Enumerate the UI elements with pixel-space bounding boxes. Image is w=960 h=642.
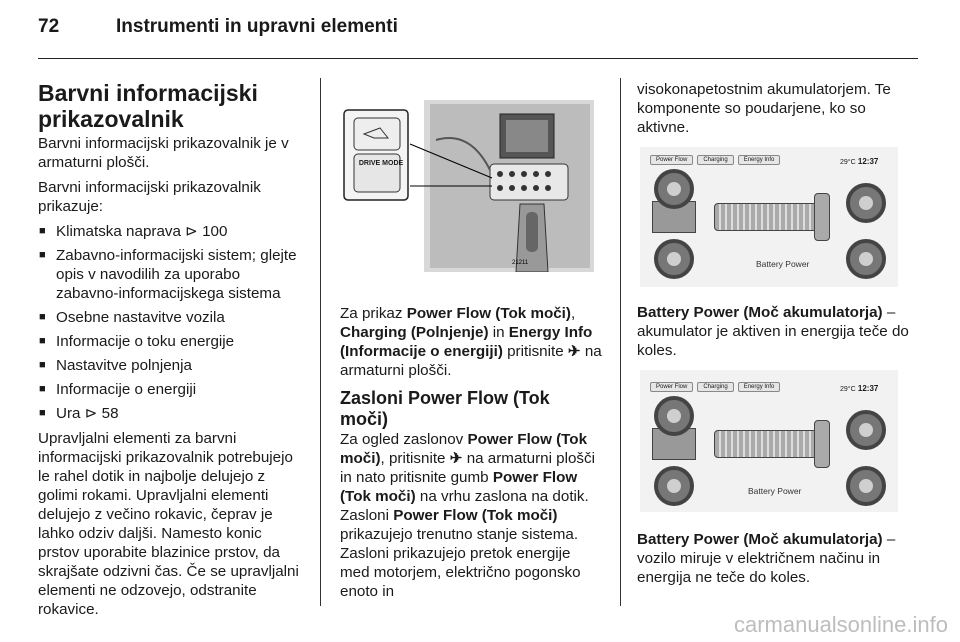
paragraph: Za ogled zaslonov Power Flow (Tok moči), pritisnite ✈ na armaturni plošči in nato pritisnite gumb Power Flow (Tok moči) na vrhu zaslona na dotik. Zasloni Power Flow (Tok moči) prikazujejo trenutno stanje sistema. Zasloni prikazujejo pretok energije med motorjem, električno pogonsko enoto in bbox=[340, 431, 595, 600]
tab-power-flow: Power Flow bbox=[650, 155, 693, 165]
drive-mode-icon: ✈ bbox=[449, 450, 463, 467]
wheel-icon bbox=[654, 239, 694, 279]
list-item: ■ Zabavno-informacijski sistem; glejte opis v navodilih za uporabo zabavno-informacijskega sistema bbox=[38, 246, 300, 303]
middle-column bbox=[340, 304, 602, 607]
wheel-icon bbox=[654, 396, 694, 436]
tab-charging: Charging bbox=[697, 155, 733, 165]
drive-mode-button-label: DRIVE MODE bbox=[358, 160, 404, 167]
list-item: ■ Informacije o energiji bbox=[38, 380, 300, 399]
page-number: 72 bbox=[38, 16, 60, 37]
figure-code: 21211 bbox=[512, 260, 529, 266]
tab-charging: Charging bbox=[697, 382, 733, 392]
paragraph: Upravljalni elementi za barvni informacijski prikazovalnik potrebujejo le rahel dotik in najbolje delujejo z golimi rokami. Upravljalni elementi delujejo z večino rokavic, čeprav je lahko odziv daljši. Namesto konic prstov uporabite blazinice prstov, da skrajšate odzivni čas. Če se upravljalni elementi ne odzovejo, odstranite rokavice. bbox=[38, 430, 299, 618]
screen-status: 29°C 12:37 bbox=[840, 157, 879, 166]
list-item: ■ Osebne nastavitve vozila bbox=[38, 308, 300, 327]
paragraph: Barvni informacijski prikazovalnik prikazuje: bbox=[38, 179, 261, 215]
left-column bbox=[38, 80, 300, 625]
tab-energy-info: Energy Info bbox=[738, 155, 781, 165]
screen-tabs bbox=[650, 382, 780, 392]
paragraph: Barvni informacijski prikazovalnik je v armaturni plošči. bbox=[38, 135, 289, 171]
page-title: Instrumenti in upravni elementi bbox=[116, 16, 398, 37]
feature-list bbox=[38, 222, 300, 423]
column-divider-2 bbox=[620, 78, 621, 606]
paragraph: visokonapetostnim akumulatorjem. Te komponente so poudarjene, ko so aktivne. bbox=[637, 81, 891, 136]
wheel-icon bbox=[654, 466, 694, 506]
list-item: ■ Informacije o toku energije bbox=[38, 332, 300, 351]
wheel-icon bbox=[846, 466, 886, 506]
battery-end bbox=[814, 193, 830, 241]
header-rule bbox=[38, 58, 918, 59]
right-column-top bbox=[637, 80, 909, 143]
battery-graphic bbox=[714, 430, 828, 458]
screen-tabs bbox=[650, 155, 780, 165]
list-item: ■ Klimatska naprava ⊳ 100 bbox=[38, 222, 300, 241]
dashboard-illustration bbox=[340, 100, 594, 272]
battery-power-screen-2 bbox=[640, 370, 898, 512]
list-item: ■ Nastavitve polnjenja bbox=[38, 356, 300, 375]
dashboard-figure bbox=[340, 100, 594, 272]
battery-graphic bbox=[714, 203, 828, 231]
wheel-icon bbox=[846, 410, 886, 450]
wheel-icon bbox=[846, 239, 886, 279]
section-heading: Zasloni Power Flow (Tok moči) bbox=[340, 388, 550, 429]
battery-end bbox=[814, 420, 830, 468]
battery-power-label: Battery Power bbox=[756, 259, 810, 269]
wheel-icon bbox=[846, 183, 886, 223]
section-heading: Barvni informacijski prikazovalnik bbox=[38, 80, 258, 132]
drive-mode-icon: ✈ bbox=[567, 343, 581, 360]
wheel-icon bbox=[654, 169, 694, 209]
battery-power-label: Battery Power bbox=[748, 486, 802, 496]
caption-2: Battery Power (Moč akumulatorja) – vozilo miruje v električnem načinu in energija ne teče do koles. bbox=[637, 531, 896, 586]
tab-energy-info: Energy Info bbox=[738, 382, 781, 392]
column-divider-1 bbox=[320, 78, 321, 606]
caption-1: Battery Power (Moč akumulatorja) – akumulator je aktiven in energija teče do koles. bbox=[637, 304, 909, 359]
screen-status: 29°C 12:37 bbox=[840, 384, 879, 393]
list-item: ■ Ura ⊳ 58 bbox=[38, 404, 300, 423]
battery-power-screen-1 bbox=[640, 147, 898, 287]
tab-power-flow: Power Flow bbox=[650, 382, 693, 392]
watermark: carmanualsonline.info bbox=[733, 612, 948, 637]
paragraph: Za prikaz Power Flow (Tok moči), Charging (Polnjenje) in Energy Info (Informacije o energiji) pritisnite ✈ na armaturni plošči. bbox=[340, 305, 602, 379]
page-header bbox=[38, 16, 398, 38]
